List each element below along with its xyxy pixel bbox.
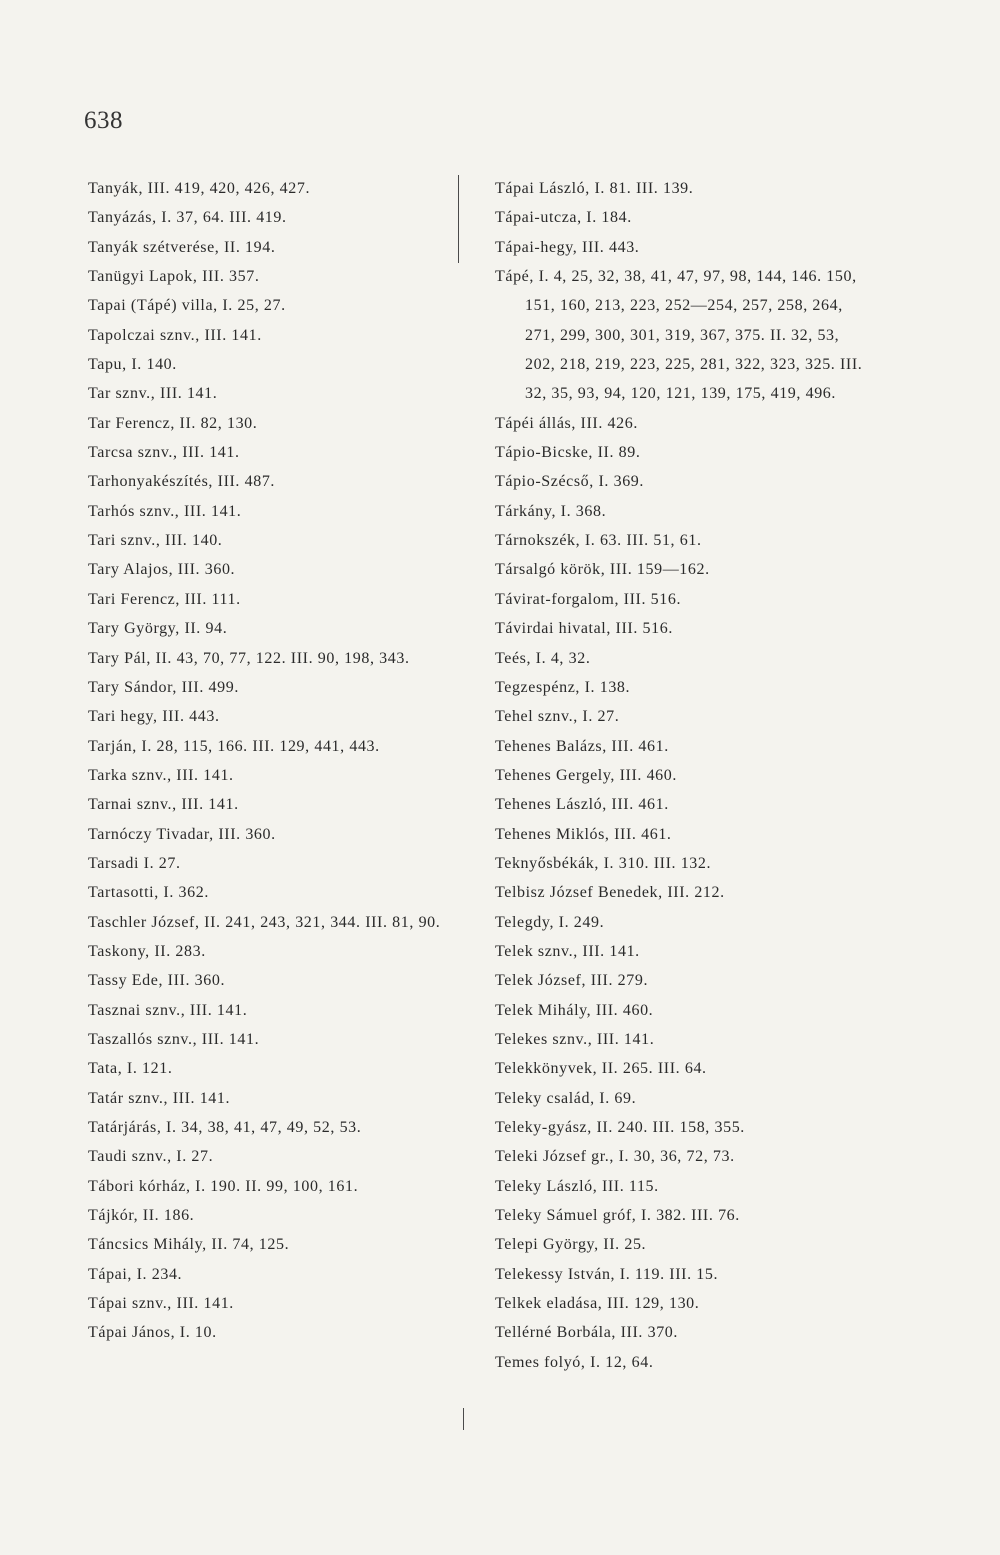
index-entry: Tarnai sznv., III. 141. (88, 796, 239, 814)
index-entry: Taudi sznv., I. 27. (88, 1148, 214, 1166)
index-entry: Tehenes László, III. 461. (495, 796, 669, 814)
index-entry: Tárkány, I. 368. (495, 502, 607, 520)
index-entry: Tájkór, II. 186. (88, 1207, 195, 1225)
index-entry: Teleky-gyász, II. 240. III. 158, 355. (495, 1119, 745, 1136)
index-entry: Telkek eladása, III. 129, 130. (495, 1295, 700, 1313)
index-entry: Tehenes Balázs, III. 461. (495, 737, 669, 755)
index-entry: Tatárjárás, I. 34, 38, 41, 47, 49, 52, 53. (88, 1119, 362, 1136)
index-entry: Tartasotti, I. 362. (88, 884, 209, 902)
index-entry: Tápai sznv., III. 141. (88, 1295, 234, 1313)
index-entry: Telekkönyvek, II. 265. III. 64. (495, 1060, 707, 1078)
index-entry: Telek Mihály, III. 460. (495, 1001, 654, 1019)
index-entry: Teleky László, III. 115. (495, 1177, 659, 1195)
index-entry: Telek József, III. 279. (495, 972, 649, 990)
index-entry: Telek sznv., III. 141. (495, 942, 640, 960)
index-entry: Tápio-Szécső, I. 369. (495, 473, 645, 491)
index-entry: Tapolczai sznv., III. 141. (88, 326, 262, 344)
index-entry: Tápai László, I. 81. III. 139. (495, 180, 694, 197)
index-column-right (495, 174, 865, 1377)
index-entry: Tarján, I. 28, 115, 166. III. 129, 441, 443. (88, 737, 380, 755)
index-entry: Telepi György, II. 25. (495, 1236, 647, 1254)
index-entry: Tápai, I. 234. (88, 1265, 183, 1283)
index-entry: Tapai (Tápé) villa, I. 25, 27. (88, 297, 286, 315)
index-entry: Tellérné Borbála, III. 370. (495, 1324, 679, 1342)
index-entry: Tápai-utcza, I. 184. (495, 209, 632, 227)
index-entry: Telekessy István, I. 119. III. 15. (495, 1265, 719, 1283)
index-entry: Tary György, II. 94. (88, 620, 228, 638)
index-entry: Tata, I. 121. (88, 1060, 173, 1078)
index-entry: Társalgó körök, III. 159—162. (495, 561, 710, 579)
index-entry: Tápéi állás, III. 426. (495, 414, 638, 432)
index-entry: Teleky család, I. 69. (495, 1089, 637, 1107)
index-entry: Teleky Sámuel gróf, I. 382. III. 76. (495, 1207, 740, 1225)
index-entry: Tehel sznv., I. 27. (495, 708, 620, 726)
index-entry: Tarcsa sznv., III. 141. (88, 444, 240, 462)
index-entry: Tassy Ede, III. 360. (88, 972, 226, 990)
index-entry: Tar sznv., III. 141. (88, 385, 218, 403)
index-entry: Tary Sándor, III. 499. (88, 678, 239, 696)
index-entry: Tápai János, I. 10. (88, 1324, 217, 1342)
index-entry: Tari hegy, III. 443. (88, 708, 220, 726)
index-entry: Telbisz József Benedek, III. 212. (495, 884, 725, 902)
index-entry: Temes folyó, I. 12, 64. (495, 1353, 654, 1371)
index-entry: Telegdy, I. 249. (495, 913, 605, 931)
index-entry: Tar Ferencz, II. 82, 130. (88, 414, 258, 432)
index-entry: Tábori kórház, I. 190. II. 99, 100, 161. (88, 1177, 359, 1195)
index-entry: Tápio-Bicske, II. 89. (495, 444, 641, 462)
index-entry: Taskony, II. 283. (88, 942, 206, 960)
index-entry: Tegzespénz, I. 138. (495, 678, 631, 696)
column-divider-bottom (463, 1408, 464, 1430)
index-entry: Tarka sznv., III. 141. (88, 766, 234, 784)
index-entry: Tehenes Miklós, III. 461. (495, 825, 672, 843)
index-entry: Taschler József, II. 241, 243, 321, 344. III. 81, 90. (88, 913, 441, 931)
index-entry: Tarhonyakészítés, III. 487. (88, 473, 276, 491)
index-entry: Tanyák szétverése, II. 194. (88, 238, 276, 256)
index-entry: Taszallós sznv., III. 141. (88, 1030, 260, 1048)
index-entry: Tarhós sznv., III. 141. (88, 502, 242, 520)
index-entry: Tanügyi Lapok, III. 357. (88, 268, 260, 286)
index-entry: Táncsics Mihály, II. 74, 125. (88, 1236, 290, 1254)
page-number: 638 (84, 107, 123, 134)
index-entry: Tary Alajos, III. 360. (88, 561, 236, 579)
index-entry: Tasznai sznv., III. 141. (88, 1001, 248, 1019)
index-entry: Távirat-forgalom, III. 516. (495, 590, 682, 608)
index-entry: Tápé, I. 4, 25, 32, 38, 41, 47, 97, 98, 144, 146. 150, 151, 160, 213, 223, 252—254, 257, 258, 264, 271, 299, 300, 301, 319, 367, 375. II. 32, 53, 202, 218, 219, 223, 225, 281, 322, 323, 325. III. 32, 35, 93, 94, 120, 121, 139, 175, 419, 496. (495, 268, 867, 403)
index-entry: Tary Pál, II. 43, 70, 77, 122. III. 90, 198, 343. (88, 649, 410, 667)
index-entry: Távirdai hivatal, III. 516. (495, 620, 673, 638)
index-entry: Telekes sznv., III. 141. (495, 1030, 655, 1048)
index-entry: Tapu, I. 140. (88, 356, 177, 374)
column-divider-top (458, 175, 459, 263)
index-entry: Tari Ferencz, III. 111. (88, 590, 241, 608)
index-entry: Teknyősbékák, I. 310. III. 132. (495, 854, 712, 872)
index-entry: Teés, I. 4, 32. (495, 649, 591, 667)
index-entry: Tarnóczy Tivadar, III. 360. (88, 825, 276, 843)
index-entry: Tatár sznv., III. 141. (88, 1089, 231, 1107)
index-entry: Teleki József gr., I. 30, 36, 72, 73. (495, 1148, 735, 1166)
index-entry: Tanyák, III. 419, 420, 426, 427. (88, 180, 311, 197)
index-entry: Tanyázás, I. 37, 64. III. 419. (88, 209, 287, 227)
index-entry: Tehenes Gergely, III. 460. (495, 766, 677, 784)
index-entry: Tárnokszék, I. 63. III. 51, 61. (495, 532, 702, 550)
index-entry: Tápai-hegy, III. 443. (495, 238, 640, 256)
index-column-left (88, 174, 448, 1348)
index-entry: Tari sznv., III. 140. (88, 532, 223, 550)
index-entry: Tarsadi I. 27. (88, 854, 181, 872)
